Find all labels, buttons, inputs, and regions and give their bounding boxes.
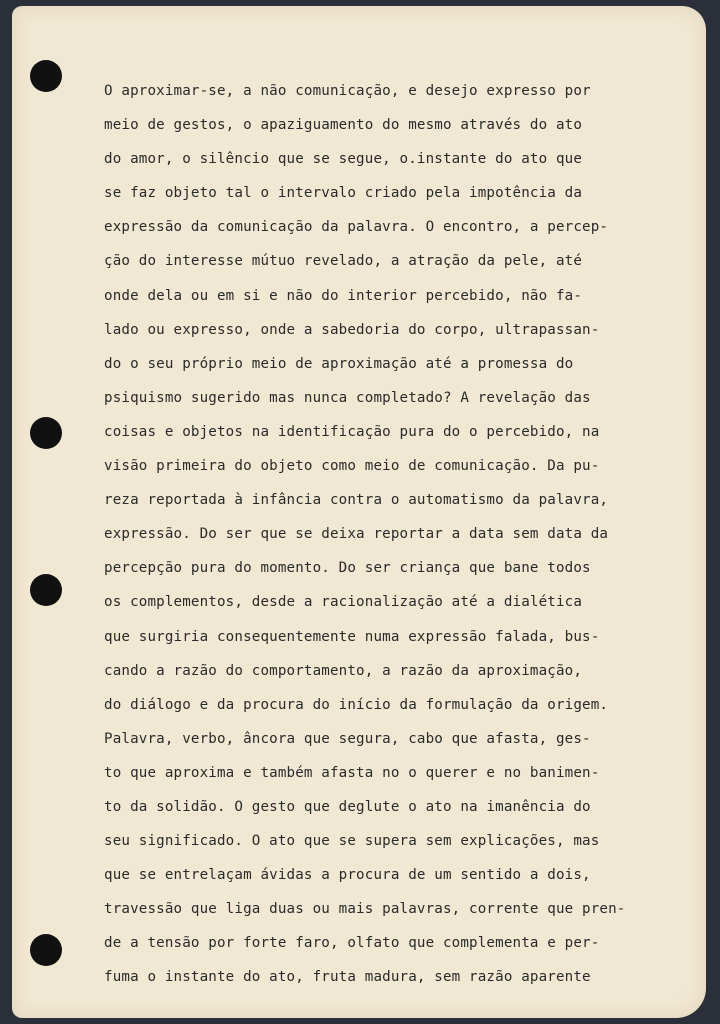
binder-hole bbox=[30, 574, 62, 606]
text-line: cando a razão do comportamento, a razão da aproximação, bbox=[104, 662, 583, 679]
text-line: ção do interesse mútuo revelado, a atração da pele, até bbox=[104, 253, 583, 270]
text-line: O aproximar-se, a não comunicação, e desejo expresso por bbox=[104, 83, 591, 99]
text-line: do o seu próprio meio de aproximação até a promessa do bbox=[104, 355, 574, 372]
text-line: percepção pura do momento. Do ser criança que bane todos bbox=[104, 560, 591, 577]
typed-text-body bbox=[104, 74, 704, 995]
text-line: que se entrelaçam ávidas a procura de um sentido a dois, bbox=[104, 867, 591, 884]
text-line: to da solidão. O gesto que deglute o ato na imanência do bbox=[104, 798, 591, 815]
text-line: coisas e objetos na identificação pura do o percebido, na bbox=[104, 423, 600, 440]
binder-hole bbox=[30, 417, 62, 449]
text-line: do diálogo e da procura do início da formulação da origem. bbox=[104, 696, 609, 713]
text-line: reza reportada à infância contra o automatismo da palavra, bbox=[104, 492, 609, 509]
binder-hole bbox=[30, 934, 62, 966]
text-line: se faz objeto tal o intervalo criado pela impotência da bbox=[104, 185, 583, 202]
text-line: psiquismo sugerido mas nunca completado? A revelação das bbox=[104, 389, 591, 406]
text-line: os complementos, desde a racionalização até a dialética bbox=[104, 594, 583, 611]
text-line: do amor, o silêncio que se segue, o.instante do ato que bbox=[104, 151, 583, 168]
text-line: Palavra, verbo, âncora que segura, cabo que afasta, ges- bbox=[104, 730, 591, 747]
text-line: visão primeira do objeto como meio de comunicação. Da pu- bbox=[104, 458, 600, 475]
text-line: onde dela ou em si e não do interior percebido, não fa- bbox=[104, 287, 583, 304]
text-line: seu significado. O ato que se supera sem explicações, mas bbox=[104, 833, 600, 850]
text-line: fuma o instante do ato, fruta madura, sem razão aparente bbox=[104, 969, 591, 986]
text-line: meio de gestos, o apaziguamento do mesmo através do ato bbox=[104, 117, 583, 134]
text-line: expressão da comunicação da palavra. O encontro, a percep- bbox=[104, 219, 609, 236]
typewritten-page bbox=[12, 6, 706, 1018]
text-line: to que aproxima e também afasta no o querer e no banimen- bbox=[104, 764, 600, 781]
text-line: lado ou expresso, onde a sabedoria do corpo, ultrapassan- bbox=[104, 321, 600, 338]
text-line: que surgiria consequentemente numa expressão falada, bus- bbox=[104, 628, 600, 645]
text-line: de a tensão por forte faro, olfato que complementa e per- bbox=[104, 935, 600, 952]
text-line: expressão. Do ser que se deixa reportar a data sem data da bbox=[104, 526, 609, 543]
text-line: travessão que liga duas ou mais palavras, corrente que pren- bbox=[104, 901, 626, 918]
binder-hole bbox=[30, 60, 62, 92]
